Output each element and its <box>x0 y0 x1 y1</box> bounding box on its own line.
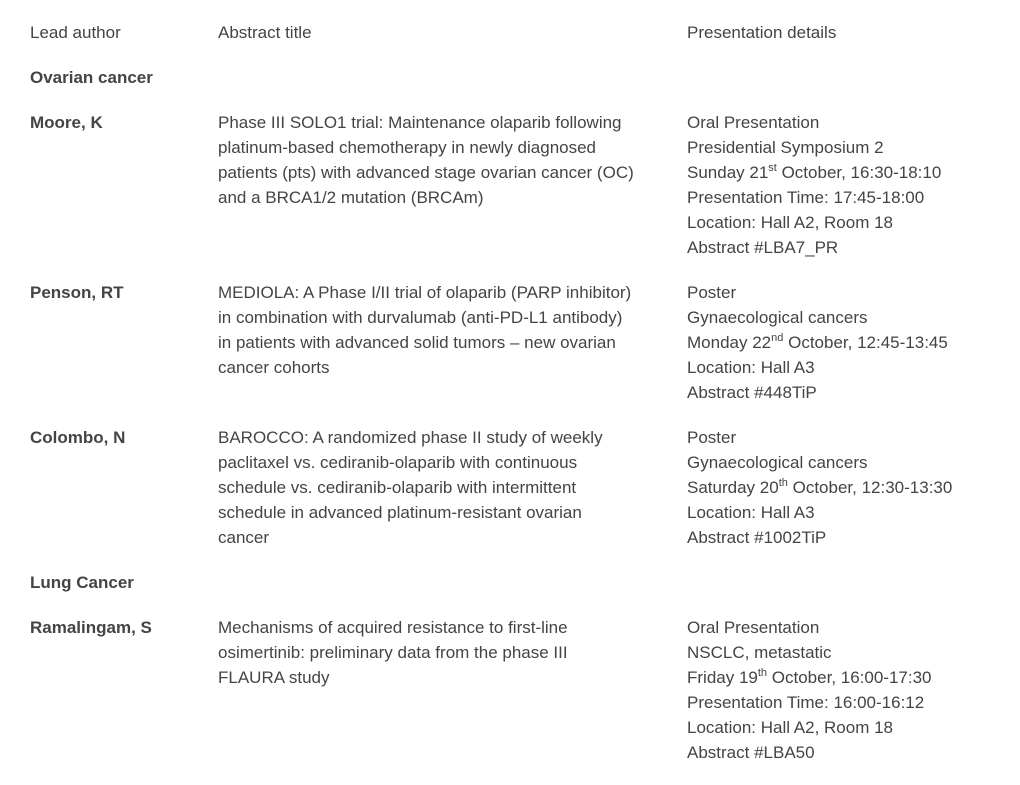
header-lead-author: Lead author <box>30 23 121 42</box>
presentation-type: Poster <box>687 283 737 302</box>
presentation-time: Presentation Time: 17:45-18:00 <box>687 188 925 207</box>
section-title: Ovarian cancer <box>30 68 153 87</box>
session-date: Sunday 21st October, 16:30-18:10 <box>687 162 942 182</box>
lead-author: Colombo, N <box>30 428 126 447</box>
presentation-type: Oral Presentation <box>687 618 820 637</box>
lead-author: Ramalingam, S <box>30 618 152 637</box>
abstract-number: Abstract #LBA7_PR <box>687 238 839 257</box>
header-presentation-details: Presentation details <box>687 23 837 42</box>
table-row <box>30 615 1005 785</box>
location: Location: Hall A2, Room 18 <box>687 718 894 737</box>
abstract-number: Abstract #LBA50 <box>687 743 815 762</box>
presentation-type: Poster <box>687 428 737 447</box>
location: Location: Hall A2, Room 18 <box>687 213 894 232</box>
table-row <box>30 110 1005 280</box>
presentation-details <box>687 425 1005 550</box>
abstract-title: MEDIOLA: A Phase I/II trial of olaparib (PARP inhibitor) in combination with durvalumab (anti-PD-L1 antibody) in patients with advanced solid tumors – new ovarian cancer cohorts <box>218 283 632 377</box>
session-name: Gynaecological cancers <box>687 453 868 472</box>
section-title: Lung Cancer <box>30 573 134 592</box>
table-row <box>30 425 1005 570</box>
abstract-number: Abstract #448TiP <box>687 383 817 402</box>
session-name: Presidential Symposium 2 <box>687 138 884 157</box>
session-date: Saturday 20th October, 12:30-13:30 <box>687 477 953 497</box>
lead-author: Penson, RT <box>30 283 124 302</box>
presentation-type: Oral Presentation <box>687 113 820 132</box>
abstract-number: Abstract #1002TiP <box>687 528 827 547</box>
table-row <box>30 280 1005 425</box>
session-name: NSCLC, metastatic <box>687 643 832 662</box>
header-abstract-title: Abstract title <box>218 23 312 42</box>
abstract-title: BAROCCO: A randomized phase II study of weekly paclitaxel vs. cediranib-olaparib with continuous schedule vs. cediranib-olaparib with intermittent schedule in advanced platinum-resistant ovarian cancer <box>218 428 603 547</box>
presentation-time: Presentation Time: 16:00-16:12 <box>687 693 925 712</box>
abstract-title: Phase III SOLO1 trial: Maintenance olaparib following platinum-based chemotherapy in newly diagnosed patients (pts) with advanced stage ovarian cancer (OC) and a BRCA1/2 mutation (BRCAm) <box>218 113 634 207</box>
location: Location: Hall A3 <box>687 358 815 377</box>
presentation-details <box>687 615 1005 765</box>
table-header <box>30 20 1005 65</box>
abstract-title: Mechanisms of acquired resistance to first-line osimertinib: preliminary data from the phase III FLAURA study <box>218 618 568 687</box>
session-date: Friday 19th October, 16:00-17:30 <box>687 667 932 687</box>
presentation-details <box>687 280 1005 405</box>
session-date: Monday 22nd October, 12:45-13:45 <box>687 332 948 352</box>
location: Location: Hall A3 <box>687 503 815 522</box>
presentations-table <box>30 20 1005 785</box>
presentation-details <box>687 110 1005 260</box>
session-name: Gynaecological cancers <box>687 308 868 327</box>
lead-author: Moore, K <box>30 113 103 132</box>
